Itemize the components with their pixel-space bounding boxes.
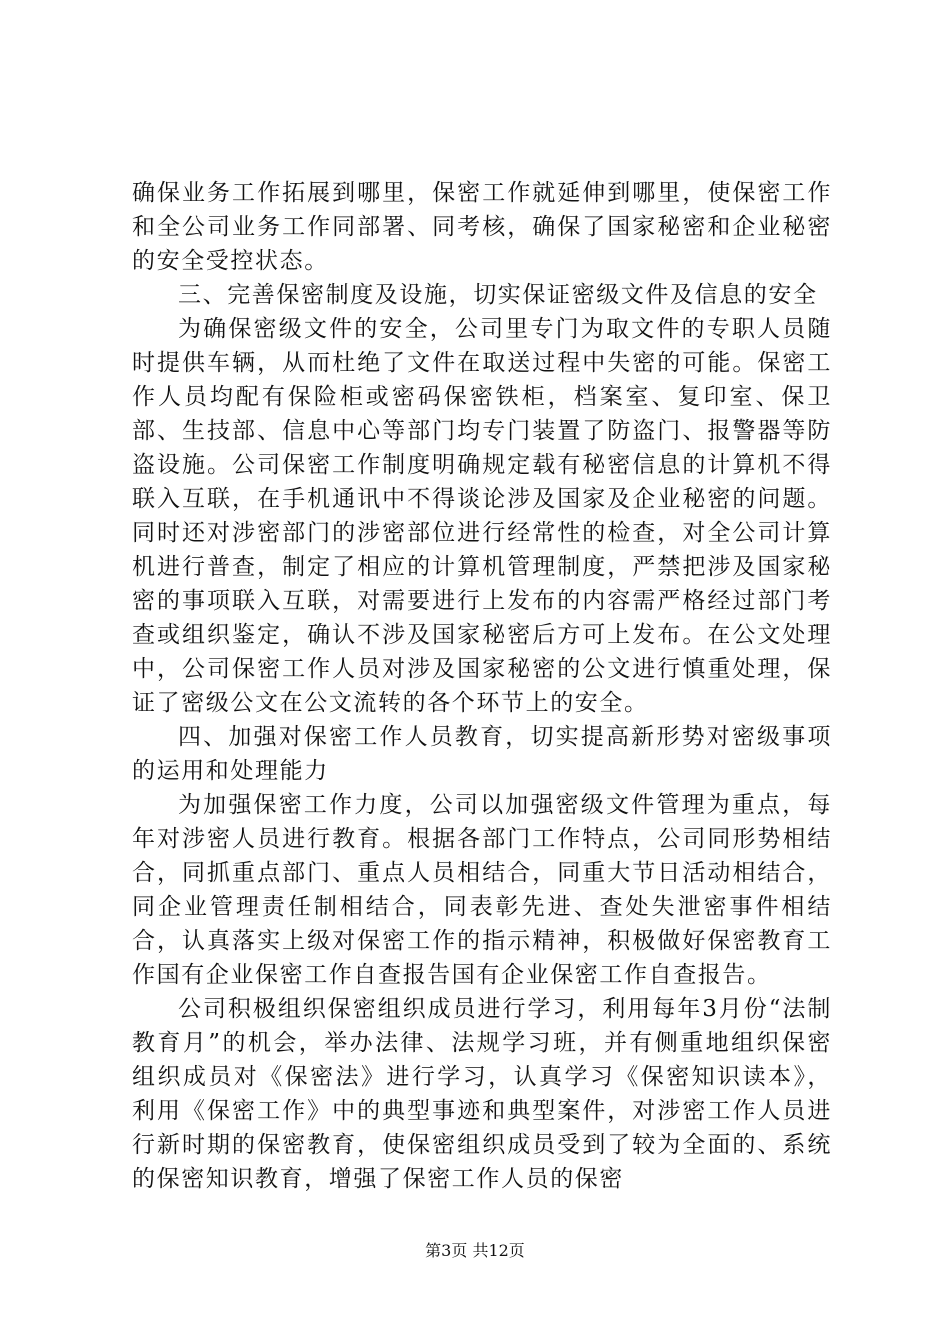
- paragraph-security-facilities: 为确保密级文件的安全，公司里专门为取文件的专职人员随时提供车辆，从而杜绝了文件在取送过程中失密的可能。保密工作人员均配有保险柜或密码保密铁柜，档案室、复印室、保卫部、生技部、信息中心等部门均专门装置了防盗门、报警器等防盗设施。公司保密工作制度明确规定载有秘密信息的计算机不得联入互联，在手机通讯中不得谈论涉及国家及企业秘密的问题。同时还对涉密部门的涉密部位进行经常性的检查，对全公司计算机进行普查，制定了相应的计算机管理制度，严禁把涉及国家秘密的事项联入互联，对需要进行上发布的内容需严格经过部门考查或组织鉴定，确认不涉及国家秘密后方可上发布。在公文处理中，公司保密工作人员对涉及国家秘密的公文进行慎重处理，保证了密级公文在公文流转的各个环节上的安全。: [132, 316, 832, 716]
- document-body: [132, 176, 832, 1196]
- section-heading-4: 四、加强对保密工作人员教育，切实提高新形势对密级事项的运用和处理能力: [132, 724, 832, 784]
- section-heading-3: 三、完善保密制度及设施，切实保证密级文件及信息的安全: [178, 282, 818, 308]
- paragraph-continuation: 确保业务工作拓展到哪里，保密工作就延伸到哪里，使保密工作和全公司业务工作同部署、同考核，确保了国家秘密和企业秘密的安全受控状态。: [132, 180, 832, 274]
- paragraph-study-organization: 公司积极组织保密组织成员进行学习，利用每年3月份“法制教育月”的机会，举办法律、法规学习班，并有侧重地组织保密组织成员对《保密法》进行学习，认真学习《保密知识读本》，利用《保密工作》中的典型事迹和典型案件，对涉密工作人员进行新时期的保密教育，使保密组织成员受到了较为全面的、系统的保密知识教育，增强了保密工作人员的保密: [132, 996, 832, 1192]
- page-number-footer: 第3页 共12页: [425, 1241, 525, 1260]
- paragraph-education-focus: 为加强保密工作力度，公司以加强密级文件管理为重点，每年对涉密人员进行教育。根据各部门工作特点，公司同形势相结合，同抓重点部门、重点人员相结合，同重大节日活动相结合，同企业管理责任制相结合，同表彰先进、查处失泄密事件相结合，认真落实上级对保密工作的指示精神，积极做好保密教育工作国有企业保密工作自查报告国有企业保密工作自查报告。: [132, 792, 832, 988]
